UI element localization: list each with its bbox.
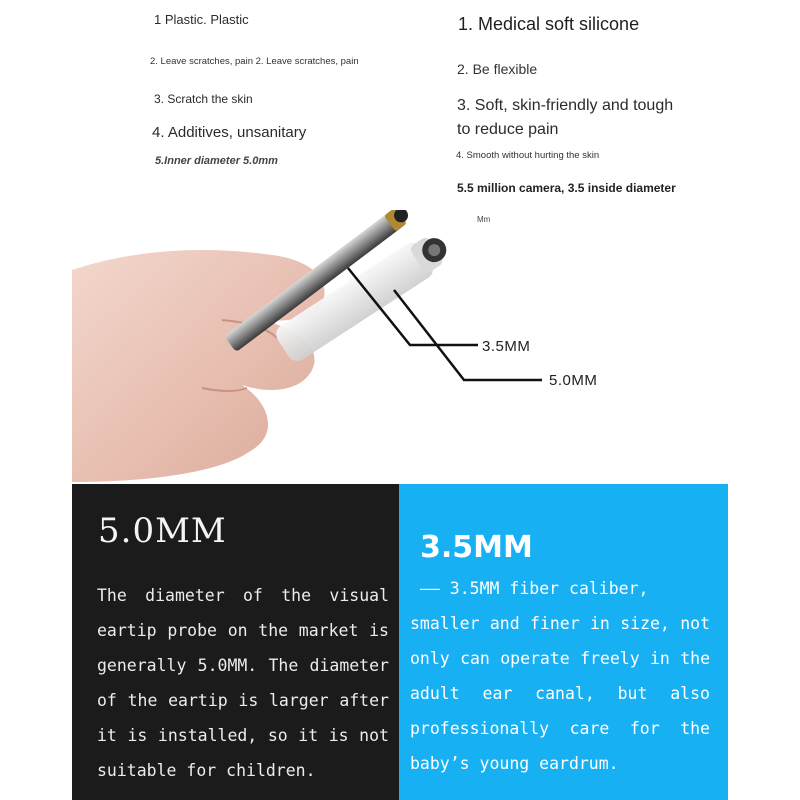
plastic-point-5: 5.Inner diameter 5.0mm [155, 155, 278, 167]
dark-panel-body: The diameter of the visual eartip probe on the market is generally 5.0MM. The diameter of the eartip is larger after it is installed, so it is not suitable for children. [97, 586, 389, 780]
silicone-point-3: 3. Soft, skin-friendly and tough to reduce pain [457, 97, 674, 138]
silicone-point-5-unit: Mm [477, 215, 491, 224]
blue-panel-body: smaller and finer in size, not only can operate freely in the adult ear canal, but also professionally care for the baby’s young eardrum. [410, 614, 710, 773]
blue-panel-body-wrap [410, 571, 710, 781]
probe-photo [72, 210, 728, 482]
plastic-point-4: 4. Additives, unsanitary [152, 124, 307, 141]
plastic-point-1: 1 Plastic. Plastic [154, 12, 249, 27]
silicone-point-5: 5.5 million camera, 3.5 inside diameter [457, 181, 676, 195]
blue-panel-heading: 3.5MM [420, 530, 533, 565]
silicone-point-2: 2. Be flexible [457, 61, 538, 77]
plastic-point-2: 2. Leave scratches, pain 2. Leave scratches, pain [150, 56, 359, 67]
label-3-5mm: 3.5MM [482, 338, 531, 355]
hand-shape [72, 250, 325, 482]
blue-panel-lead: —— 3.5MM fiber caliber, [420, 579, 649, 598]
plastic-point-3: 3. Scratch the skin [154, 92, 253, 106]
silicone-point-4: 4. Smooth without hurting the skin [456, 150, 600, 161]
silicone-point-1: 1. Medical soft silicone [458, 14, 640, 34]
dark-panel-heading: 5.0MM [98, 511, 227, 551]
label-5-0mm: 5.0MM [549, 372, 598, 389]
